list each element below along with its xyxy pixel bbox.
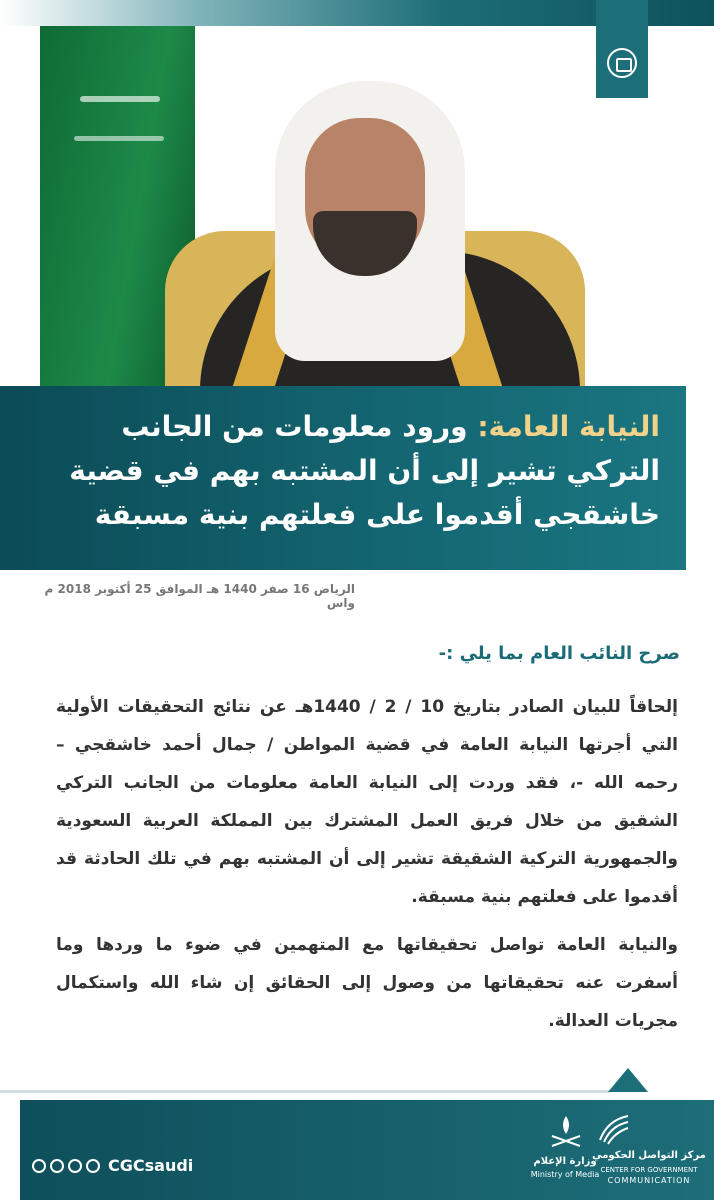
statement-lead-in: صرح النائب العام بما يلي :- [438,643,680,664]
news-icon [607,48,637,78]
cgc-logo-english-1: CENTER FOR GOVERNMENT [600,1166,698,1174]
cgc-logo-english-2: COMMUNICATION [607,1176,691,1185]
social-handle[interactable]: CGCsaudi [108,1156,194,1175]
ministry-logo-arabic: وزارة الإعلام [533,1156,597,1167]
twitter-icon[interactable] [68,1159,82,1173]
dateline: الرياض 16 صفر 1440 هـ الموافق 25 أكتوبر 2018 م واس [44,582,355,610]
statement-paragraph-2: والنيابة العامة تواصل تحقيقاتها مع المتهمين في ضوء ما وردها وما أسفرت عنه تحقيقاتها من وصول إلى الحقائق إن شاء الله واستكمال مجريات العدالة. [56,935,678,1031]
cgc-logo-arabic: مركز التواصل الحكومي [592,1150,706,1161]
snapchat-icon[interactable] [50,1159,64,1173]
flag-inscription-shape [80,96,160,102]
statement-paragraph-1: إلحاقاً للبيان الصادر بتاريخ 10 / 2 / 1440هـ عن نتائج التحقيقات الأولية التي أجرتها النيابة العامة في قضية المواطن / جمال أحمد خاشقجي – رحمه الله -، فقد وردت إلى النيابة العامة معلومات من الجانب التركي الشقيق من خلال فريق العمل المشترك بين المملكة العربية السعودية والجمهورية التركية الشقيقة تشير إلى أن المشتبه بهم في تلك الحادثة قد أقدموا على فعلتهم بنية مسبقة. [56,697,678,907]
official-portrait-photo [40,26,600,386]
headline-text: ورود معلومات من الجانب التركي تشير إلى أن المشتبه بهم في قضية خاشقجي أقدموا على فعلتهم بنية مسبقة [69,410,660,531]
cgc-logo-icon [596,1110,632,1146]
instagram-icon[interactable] [86,1159,100,1173]
ministry-emblem-icon [544,1112,588,1156]
footer-divider [0,1090,610,1093]
headline-prefix: النيابة العامة: [477,410,660,443]
flag-sword-shape [74,136,164,141]
social-links [32,1156,193,1175]
footer-arrow-icon [608,1068,648,1092]
youtube-icon[interactable] [32,1159,46,1173]
ministry-logo-english: Ministry of Media [530,1170,600,1179]
headline [20,405,660,537]
